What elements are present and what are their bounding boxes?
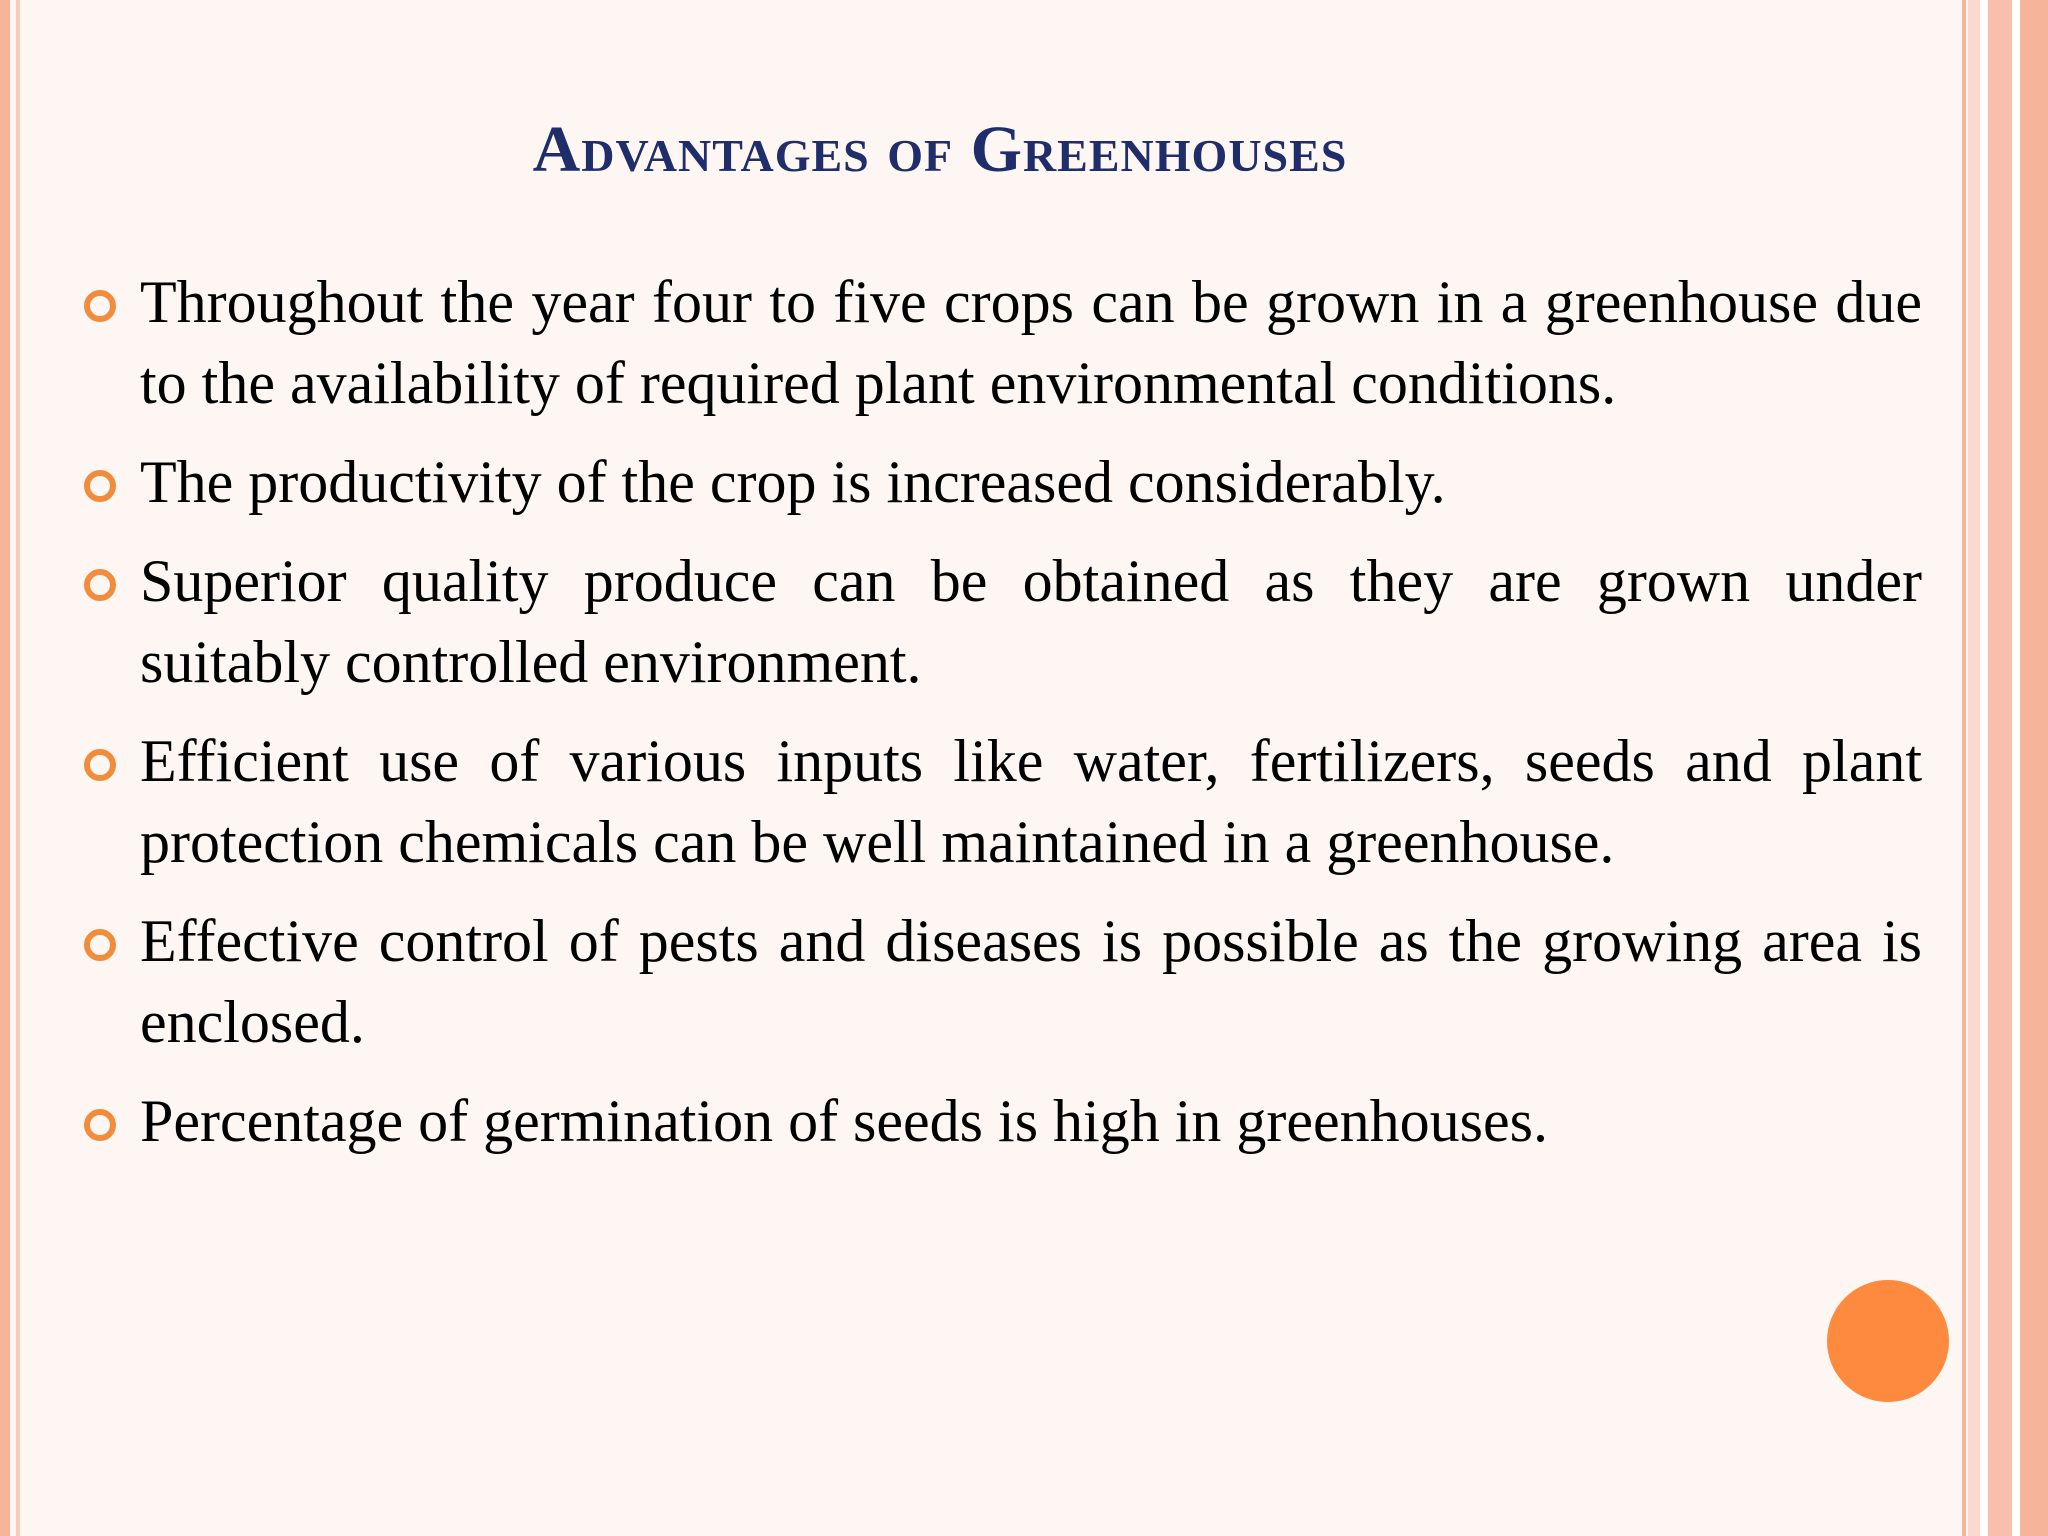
bullet-text: Superior quality produce can be obtained as they are grown under suitably controlled environment. [140,548,1922,695]
ring-bullet-icon [84,1109,116,1141]
bullet-text: Effective control of pests and diseases is possible as the growing area is enclosed. [140,908,1922,1055]
ring-bullet-icon [84,929,116,961]
bullet-text: Percentage of germination of seeds is high in greenhouses. [140,1088,1548,1154]
bullet-item [140,901,1922,1063]
orange-circle-decoration [1827,1280,1949,1402]
bullet-text: Throughout the year four to five crops can be grown in a greenhouse due to the availability of required plant environmental conditions. [140,269,1922,416]
bullet-text: Efficient use of various inputs like water, fertilizers, seeds and plant protection chemicals can be well maintained in a greenhouse. [140,728,1922,875]
bullet-text: The productivity of the crop is increased considerably. [140,449,1446,515]
bullet-item [140,541,1922,703]
slide-title: Advantages of Greenhouses [532,113,1348,186]
bullet-item [140,1081,1922,1162]
bullet-item [140,442,1922,523]
ring-bullet-icon [84,749,116,781]
bullet-list [0,262,2048,1180]
bullet-item [140,262,1922,424]
bullet-item [140,721,1922,883]
ring-bullet-icon [84,470,116,502]
ring-bullet-icon [84,290,116,322]
ring-bullet-icon [84,569,116,601]
